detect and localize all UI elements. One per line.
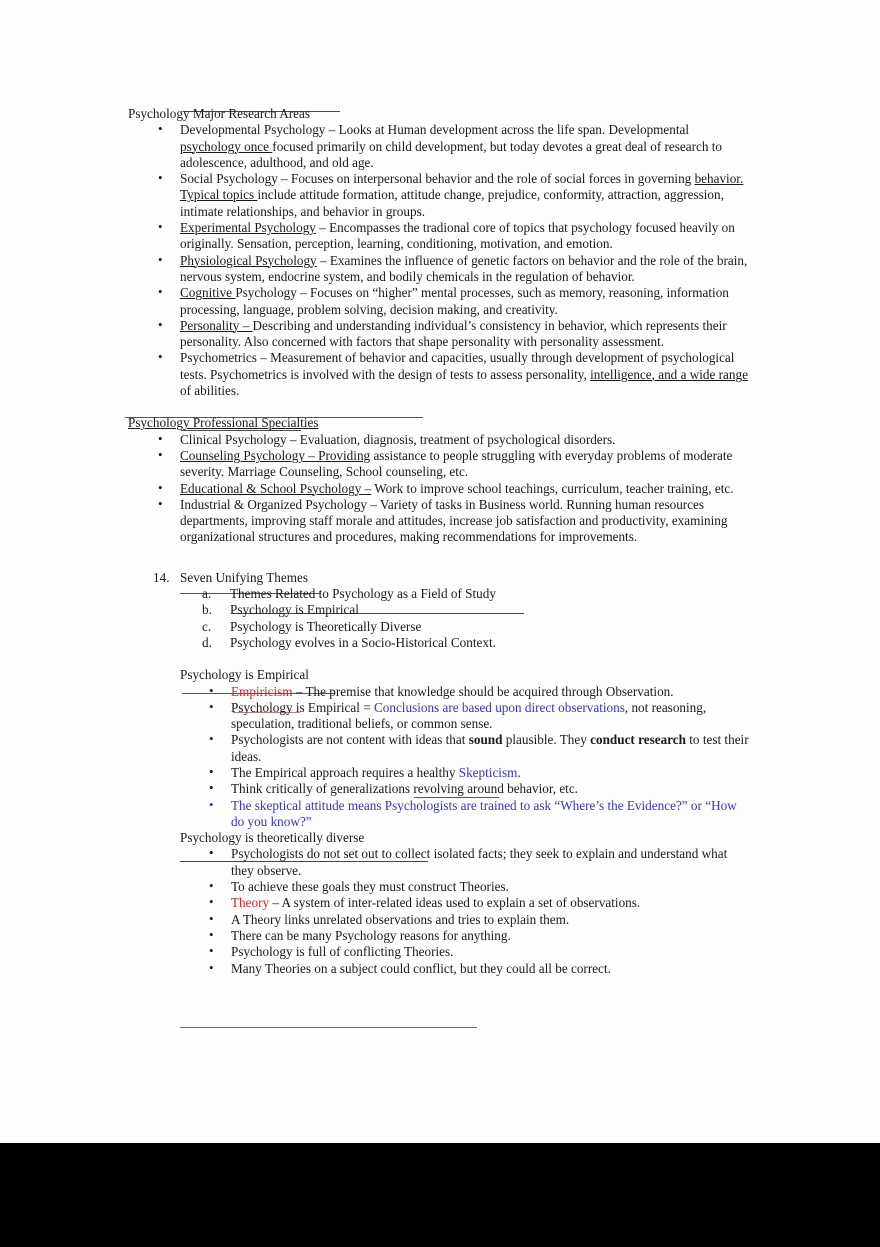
bullet-text-many-reasons: There can be many Psychology reasons for anything. bbox=[231, 927, 511, 943]
list-item-seven-unifying-themes bbox=[128, 570, 753, 651]
bullet-text-psychology-is-empirical-equals: Psychology is Empirical = Conclusions are based upon direct observations, not reasoning, speculation, traditional beliefs, or common sense. bbox=[231, 699, 707, 732]
sub-label: Psychology is Empirical bbox=[230, 602, 359, 618]
sub-label: Psychology evolves in a Socio-Historical Context. bbox=[230, 634, 496, 650]
list-item bbox=[180, 635, 753, 651]
bullet-text-empiricism: Empiricism – The premise that knowledge should be acquired through Observation. bbox=[231, 683, 674, 699]
list-item bbox=[128, 879, 753, 895]
seven-unifying-themes-block bbox=[128, 570, 753, 651]
list-item bbox=[128, 895, 753, 911]
section-heading-major-research-areas: Psychology Major Research Areas bbox=[128, 106, 311, 121]
bullet-text-social-psychology: Social Psychology – Focuses on interpersonal behavior and the role of social forces in governing behavior. Typical topics include attitude formation, attitude change, prejudice, conformity, attraction, aggression, intimate relationships, and behavior in groups. bbox=[180, 171, 744, 219]
section-heading-theoretically-diverse: Psychology is theoretically diverse bbox=[180, 830, 365, 846]
notes-body bbox=[128, 106, 753, 977]
list-number: 14. bbox=[153, 569, 170, 585]
list-item bbox=[128, 122, 753, 171]
sub-marker: a. bbox=[202, 586, 212, 602]
section-heading-professional-specialties-text: Psychology Professional Specialties bbox=[128, 415, 319, 431]
list-item bbox=[128, 497, 753, 546]
list-item bbox=[128, 448, 753, 481]
sub-label: Themes Related to Psychology as a Field of Study bbox=[230, 586, 496, 602]
strike-many-theories bbox=[180, 1027, 477, 1028]
bullet-text-psychometrics: Psychometrics – Measurement of behavior and capacities, usually through development of psychological tests. Psychometrics is involved with the design of tests to assess personality, intelligence, and a wide range of abilities. bbox=[180, 350, 748, 399]
section-heading-psychology-is-empirical: Psychology is Empirical bbox=[180, 667, 309, 683]
bullet-text-clinical-psychology: Clinical Psychology – Evaluation, diagnosis, treatment of psychological disorders. bbox=[180, 431, 616, 447]
list-item bbox=[128, 961, 753, 977]
list-item bbox=[128, 318, 753, 351]
bullet-text-educational-school-psychology: Educational & School Psychology – Work to improve school teachings, curriculum, teacher training, etc. bbox=[180, 480, 734, 496]
bullet-text-experimental-psychology: Experimental Psychology – Encompasses the tradional core of topics that psychology focused heavily on originally. Sensation, perception, learning, conditioning, motivation, and emotion. bbox=[180, 220, 735, 252]
bullet-text-theories-could-conflict: Many Theories on a subject could conflict, but they could all be correct. bbox=[231, 960, 611, 976]
bullet-text-industrial-organized-psychology: Industrial & Organized Psychology – Variety of tasks in Business world. Running human resources departments, improving staff morale and attitudes, increase job satisfaction and productivity, examining organizational structures and procedures, making recommendations for improvements. bbox=[180, 496, 728, 545]
list-item bbox=[128, 798, 753, 831]
list-item bbox=[128, 481, 753, 497]
sub-marker: d. bbox=[202, 634, 212, 650]
list-item bbox=[180, 586, 753, 602]
bullet-text-not-isolated-facts: Psychologists do not set out to collect isolated facts; they seek to explain and understand what they observe. bbox=[231, 846, 728, 878]
list-item bbox=[128, 253, 753, 286]
list-item bbox=[128, 684, 753, 700]
bullet-text-construct-theories: To achieve these goals they must construct Theories. bbox=[231, 879, 509, 895]
bullet-text-counseling-psychology: Counseling Psychology – Providing assistance to people struggling with everyday problems of moderate severity. Marriage Counseling, School counseling, etc. bbox=[180, 447, 733, 480]
sub-label: Psychology is Theoretically Diverse bbox=[230, 618, 422, 634]
bullet-text-skeptical-attitude: The skeptical attitude means Psychologists are trained to ask “Where’s the Evidence?” or “How do you know?” bbox=[231, 797, 737, 829]
list-item bbox=[128, 928, 753, 944]
bullet-text-theory-definition: Theory – A system of inter-related ideas used to explain a set of observations. bbox=[231, 895, 641, 911]
bullet-text-physiological-psychology: Physiological Psychology – Examines the influence of genetic factors on behavior and the role of the brain, nervous system, endocrine system, and bodily chemicals in the regulation of behavior. bbox=[180, 252, 748, 284]
list-item bbox=[180, 602, 753, 618]
sub-marker: b. bbox=[202, 602, 212, 618]
section-heading-professional-specialties bbox=[128, 415, 753, 431]
professional-specialties-list bbox=[128, 432, 753, 546]
theoretically-diverse-list bbox=[128, 846, 753, 976]
bullet-text-conflicting-theories: Psychology is full of conflicting Theories. bbox=[231, 944, 454, 960]
list-item bbox=[128, 846, 753, 879]
bullet-text-theory-links: A Theory links unrelated observations and tries to explain them. bbox=[231, 911, 570, 927]
list-item bbox=[180, 619, 753, 635]
list-item bbox=[128, 912, 753, 928]
major-research-areas-list bbox=[128, 122, 753, 399]
list-item bbox=[128, 700, 753, 733]
list-item bbox=[128, 781, 753, 797]
scan-footer-band bbox=[0, 1143, 880, 1247]
list-item bbox=[128, 765, 753, 781]
bullet-text-not-content-with-plausible: Psychologists are not content with ideas that sound plausible. They conduct research to test their ideas. bbox=[231, 732, 749, 764]
list-item bbox=[128, 732, 753, 765]
bullet-text-cognitive-psychology: Cognitive Psychology – Focuses on “higher” mental processes, such as memory, reasoning, information processing, language, problem solving, decision making, and creativity. bbox=[180, 285, 729, 317]
list-item bbox=[128, 944, 753, 960]
list-item bbox=[128, 285, 753, 318]
bullet-text-healthy-skepticism: The Empirical approach requires a healthy Skepticism. bbox=[231, 764, 521, 780]
list-item bbox=[128, 171, 753, 220]
bullet-text-personality: Personality – Describing and understanding individual’s consistency in behavior, which represents their personality. Also concerned with factors that shape personality with personality assessment. bbox=[180, 317, 727, 350]
seven-unifying-themes-label: Seven Unifying Themes bbox=[180, 569, 308, 585]
bullet-text-think-critically: Think critically of generalizations revolving around behavior, etc. bbox=[231, 781, 578, 797]
bullet-text-developmental-psychology: Developmental Psychology – Looks at Human development across the life span. Developmental psychology once focused primarily on child development, but today devotes a great deal of research to adolescence, adulthood, and old age. bbox=[180, 122, 722, 170]
empirical-list bbox=[128, 684, 753, 831]
sub-marker: c. bbox=[202, 618, 212, 634]
list-item bbox=[128, 220, 753, 253]
themes-sublist bbox=[180, 586, 753, 651]
list-item bbox=[128, 350, 753, 399]
list-item bbox=[128, 432, 753, 448]
